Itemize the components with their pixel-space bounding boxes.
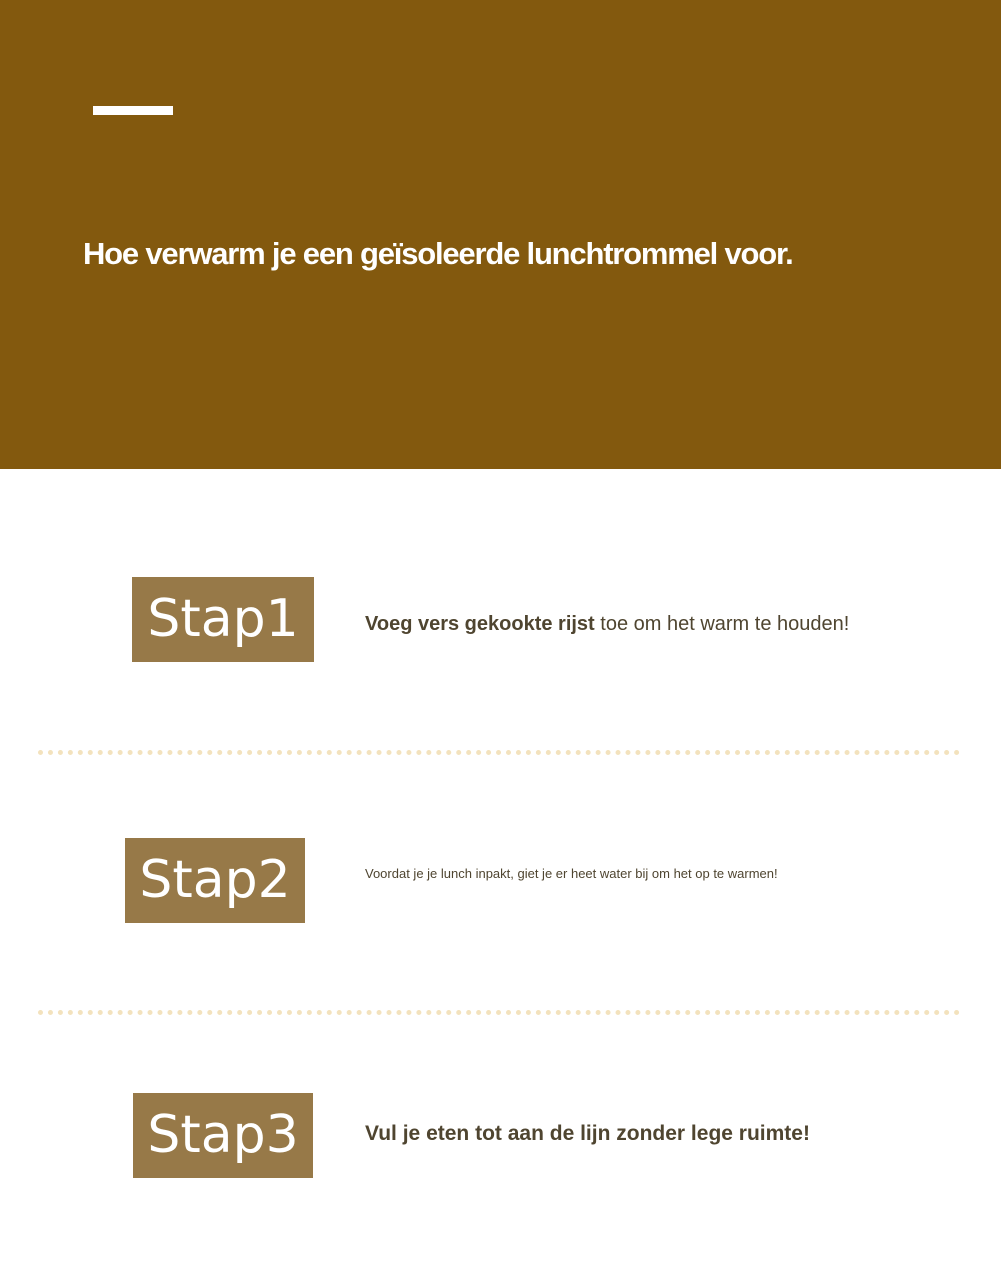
step-2-badge: Stap2 — [125, 838, 305, 923]
step-1-text-bold: Voeg vers gekookte rijst — [365, 613, 595, 635]
step-1-text-rest: toe om het warm te houden! — [594, 613, 850, 635]
page-title: Hoe verwarm je een geïsoleerde lunchtrommel voor. — [83, 236, 793, 271]
step-2-text: Voordat je je lunch inpakt, giet je er heet water bij om het op te warmen! — [365, 866, 778, 881]
dotted-divider — [38, 1010, 960, 1015]
step-3-text: Vul je eten tot aan de lijn zonder lege ruimte! — [365, 1122, 810, 1145]
dotted-divider — [38, 750, 960, 755]
step-3-badge: Stap3 — [133, 1093, 313, 1178]
accent-bar — [93, 106, 173, 115]
hero-banner — [0, 0, 1001, 469]
step-1-text — [365, 612, 849, 636]
step-1-badge: Stap1 — [132, 577, 314, 662]
